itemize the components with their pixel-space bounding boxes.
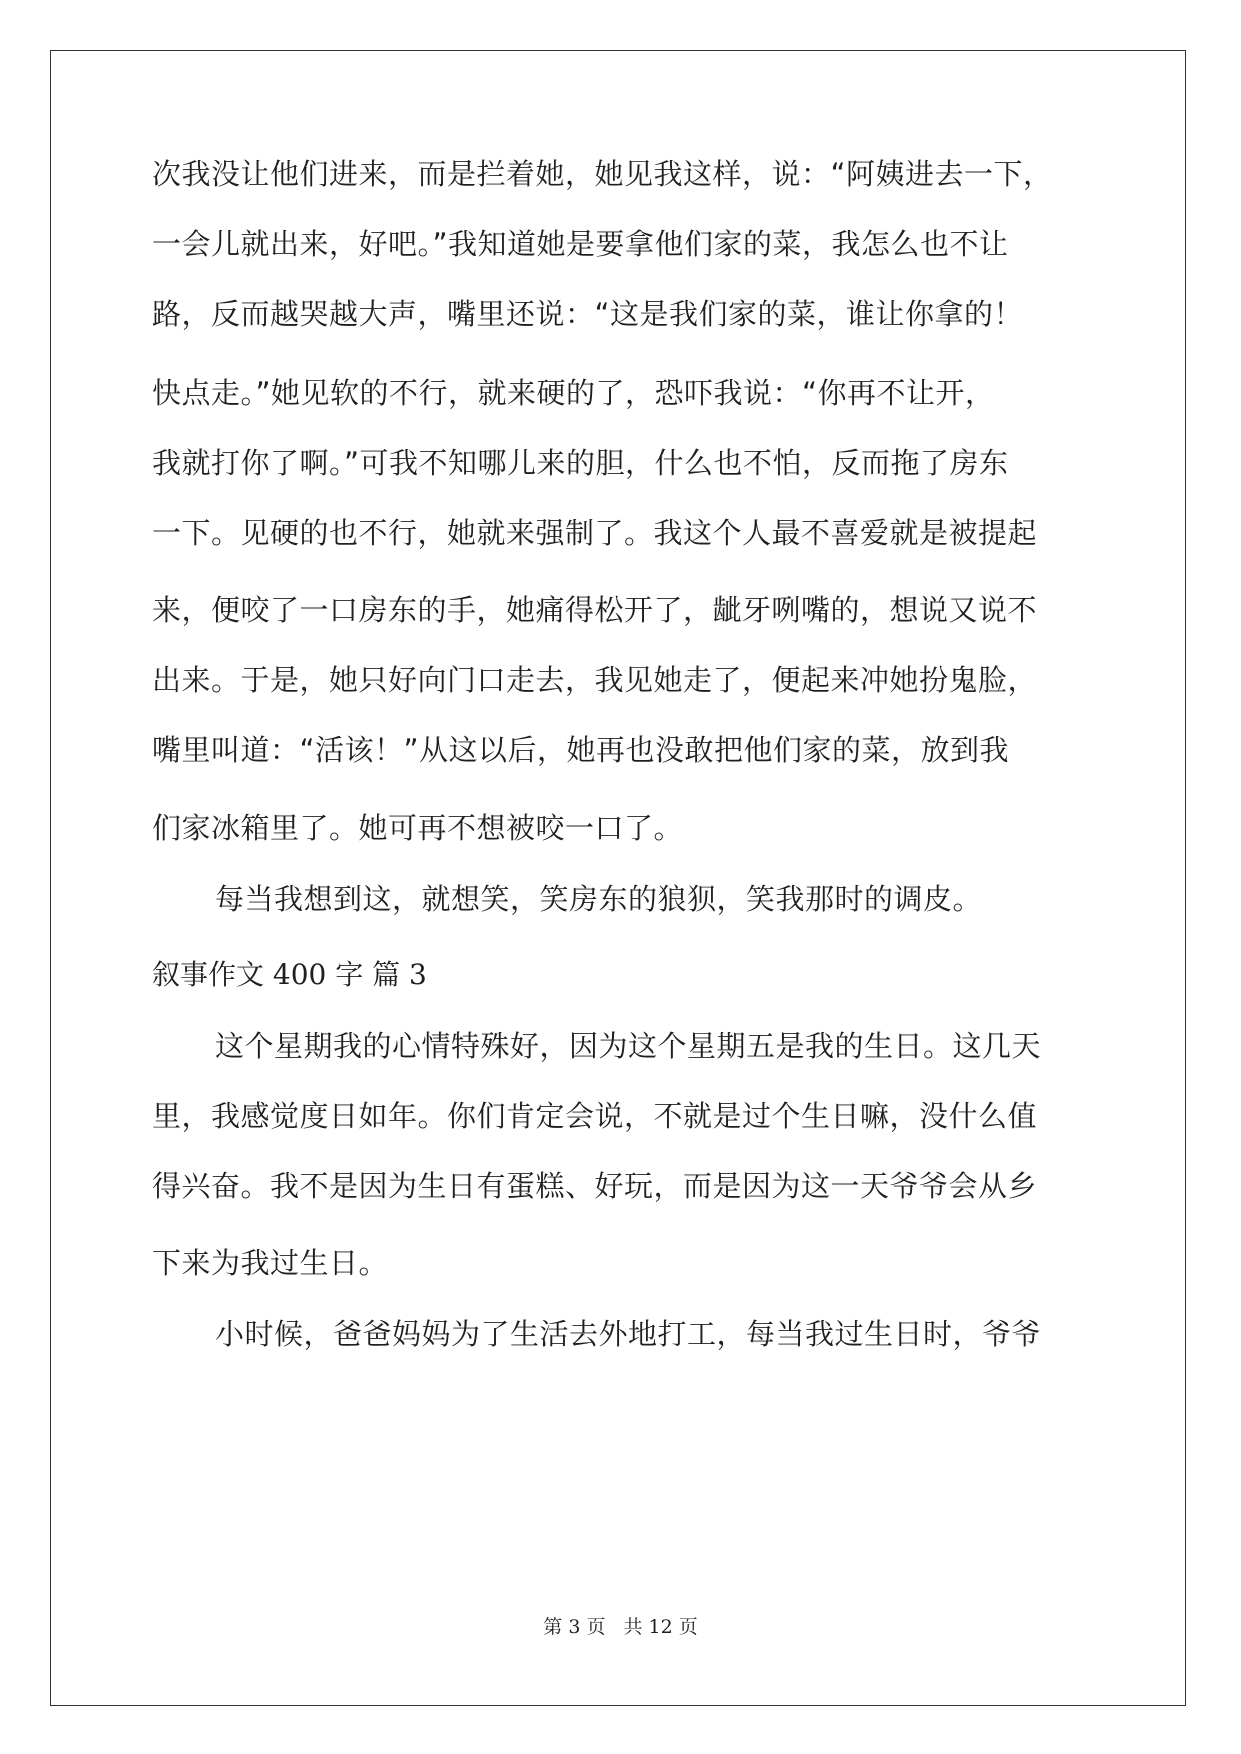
body-line: 们家冰箱里了。她可再不想被咬一口了。 <box>152 811 684 845</box>
body-line: 路，反而越哭越大声，嘴里还说：“这是我们家的菜，谁让你拿的！ <box>152 297 1024 331</box>
section-heading: 叙事作文 400 字 篇 3 <box>152 958 427 991</box>
page-footer <box>0 1612 1241 1639</box>
body-line: 来，便咬了一口房东的手，她痛得松开了，龇牙咧嘴的，想说又说不 <box>152 593 1038 627</box>
body-line: 次我没让他们进来，而是拦着她，她见我这样，说：“阿姨进去一下， <box>152 157 1053 191</box>
paragraph-line: 小时候，爸爸妈妈为了生活去外地打工，每当我过生日时，爷爷 <box>215 1317 1042 1351</box>
closing-line: 每当我想到这，就想笑，笑房东的狼狈，笑我那时的调皮。 <box>215 882 983 916</box>
body-line: 出来。于是，她只好向门口走去，我见她走了，便起来冲她扮鬼脸， <box>152 663 1038 697</box>
body-line: 一会儿就出来，好吧。”我知道她是要拿他们家的菜，我怎么也不让 <box>152 227 1009 261</box>
paragraph-line: 里，我感觉度日如年。你们肯定会说，不就是过个生日嘛，没什么值 <box>152 1099 1038 1133</box>
paragraph-line: 这个星期我的心情特殊好，因为这个星期五是我的生日。这几天 <box>215 1029 1042 1063</box>
page-number: 第 3 页 <box>543 1616 606 1638</box>
paragraph-line: 得兴奋。我不是因为生日有蛋糕、好玩，而是因为这一天爷爷会从乡 <box>152 1169 1038 1203</box>
body-line: 嘴里叫道：“活该！”从这以后，她再也没敢把他们家的菜，放到我 <box>152 733 1010 767</box>
paragraph-line: 下来为我过生日。 <box>152 1246 389 1280</box>
body-line: 快点走。”她见软的不行，就来硬的了，恐吓我说：“你再不让开， <box>152 376 995 410</box>
body-line: 我就打你了啊。”可我不知哪儿来的胆，什么也不怕，反而拖了房东 <box>152 446 1009 480</box>
page-total: 共 12 页 <box>623 1616 698 1638</box>
body-line: 一下。见硬的也不行，她就来强制了。我这个人最不喜爱就是被提起 <box>152 516 1038 550</box>
